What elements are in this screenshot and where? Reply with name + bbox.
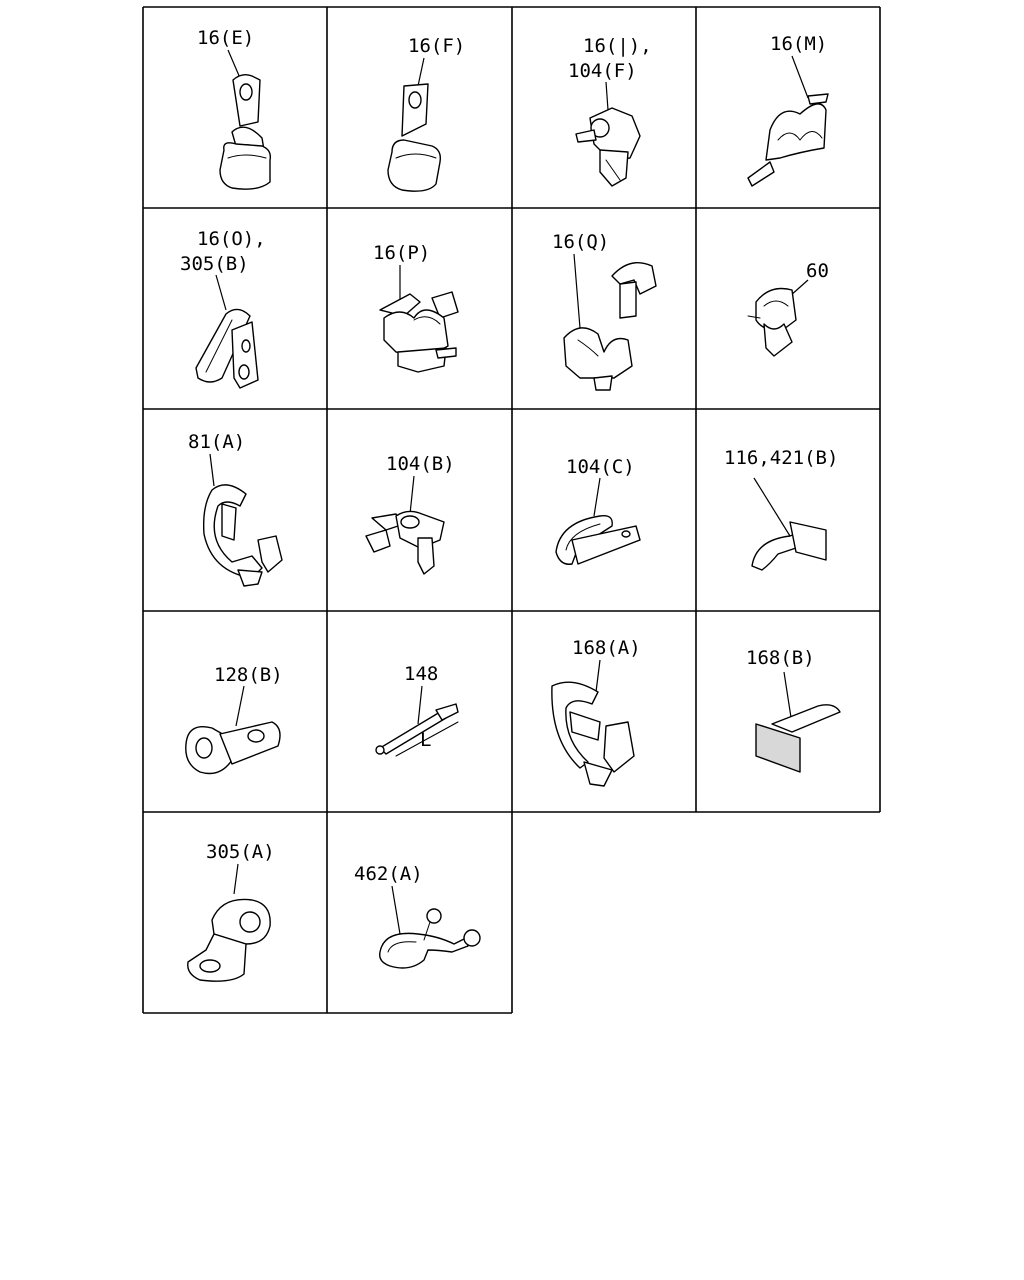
part-168b — [746, 647, 840, 772]
label-168b: 168(B) — [746, 647, 815, 669]
label-16i-1: 16(|), — [583, 35, 652, 57]
label-16f: 16(F) — [408, 35, 466, 57]
label-16o-2: 305(B) — [180, 253, 249, 275]
part-16e — [197, 27, 270, 189]
part-60 — [748, 260, 829, 356]
label-104b: 104(B) — [386, 453, 455, 475]
part-462a — [354, 863, 480, 968]
part-16m — [748, 33, 828, 186]
label-16e: 16(E) — [197, 27, 255, 49]
dimension-L: L — [420, 729, 432, 751]
part-81a — [188, 431, 282, 586]
label-16p: 16(P) — [373, 242, 431, 264]
part-116 — [724, 447, 838, 570]
label-462a: 462(A) — [354, 863, 423, 885]
label-16o-1: 16(O), — [197, 228, 266, 250]
part-16o — [180, 228, 266, 388]
part-128b — [186, 664, 283, 774]
part-16i — [568, 35, 652, 186]
part-148 — [376, 663, 458, 756]
label-16q: 16(Q) — [552, 231, 610, 253]
label-104c: 104(C) — [566, 456, 635, 478]
label-81a: 81(A) — [188, 431, 246, 453]
part-104c — [556, 456, 640, 564]
label-16i-2: 104(F) — [568, 60, 637, 82]
label-305a: 305(A) — [206, 841, 275, 863]
label-148: 148 — [404, 663, 439, 685]
label-16m: 16(M) — [770, 33, 828, 55]
part-16q — [552, 231, 656, 390]
part-16p — [373, 242, 458, 372]
label-128b: 128(B) — [214, 664, 283, 686]
part-104b — [366, 453, 455, 574]
part-16f — [388, 35, 465, 191]
label-168a: 168(A) — [572, 637, 641, 659]
part-305a — [188, 841, 275, 981]
label-60: 60 — [806, 260, 829, 282]
part-168a — [552, 637, 641, 786]
label-116: 116,421(B) — [724, 447, 839, 469]
